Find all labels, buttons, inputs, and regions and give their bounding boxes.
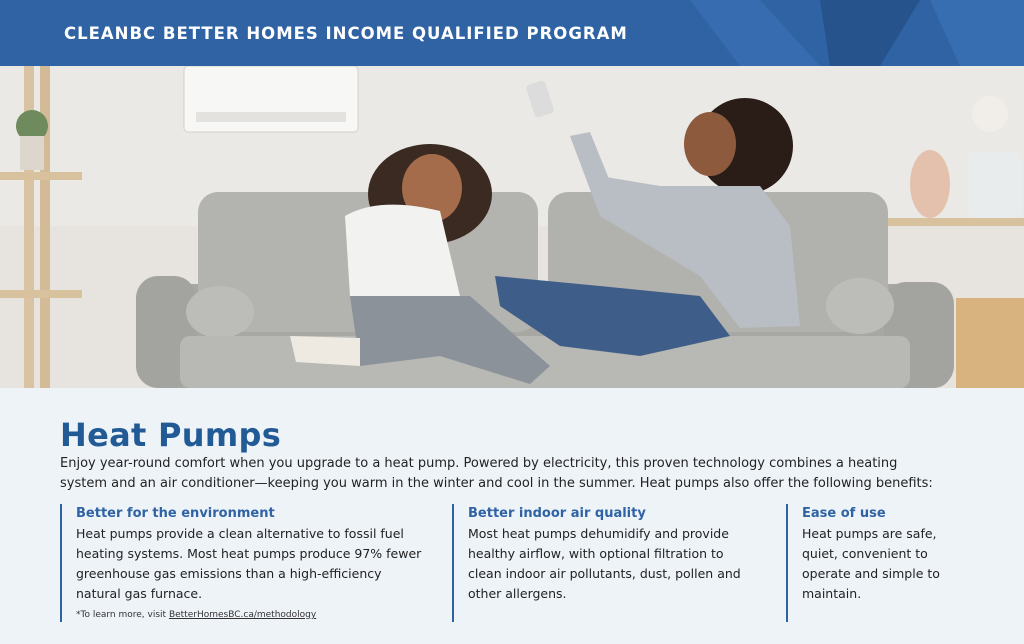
heat-pumps-section (0, 388, 1024, 644)
benefit-text: Heat pumps provide a clean alternative to fossil fuel heating systems. Most heat pumps produce 97% fewer greenhouse gas emissions than a high-efficiency natural gas furnace. (76, 526, 422, 601)
header-banner (0, 0, 1024, 66)
benefit-title: Ease of use (802, 506, 886, 521)
benefit-air-quality (452, 504, 752, 622)
benefit-text: Heat pumps are safe, quiet, convenient to operate and simple to maintain. (802, 526, 940, 601)
footnote (76, 610, 430, 620)
benefit-text: Most heat pumps dehumidify and provide healthy airflow, with optional filtration to clean indoor air pollutants, dust, pollen and other allergens. (468, 526, 741, 601)
section-heading: Heat Pumps (60, 416, 282, 454)
footnote-prefix: *To learn more, visit (76, 610, 169, 620)
benefit-title: Better for the environment (76, 506, 275, 521)
photo-illustration (0, 66, 1024, 388)
header-title: CLEANBC BETTER HOMES INCOME QUALIFIED PROGRAM (64, 24, 628, 43)
benefit-title: Better indoor air quality (468, 506, 646, 521)
methodology-link[interactable]: BetterHomesBC.ca/methodology (168, 610, 317, 620)
benefit-environment (60, 504, 430, 622)
two-women-on-sofa-photo (0, 66, 1024, 388)
benefit-ease-of-use (786, 504, 966, 622)
intro-paragraph: Enjoy year-round comfort when you upgrade to a heat pump. Powered by electricity, this proven technology combines a heating system and an air conditioner—keeping you warm in the winter and cool in the summer. Heat pumps also offer the following benefits: (60, 456, 933, 491)
